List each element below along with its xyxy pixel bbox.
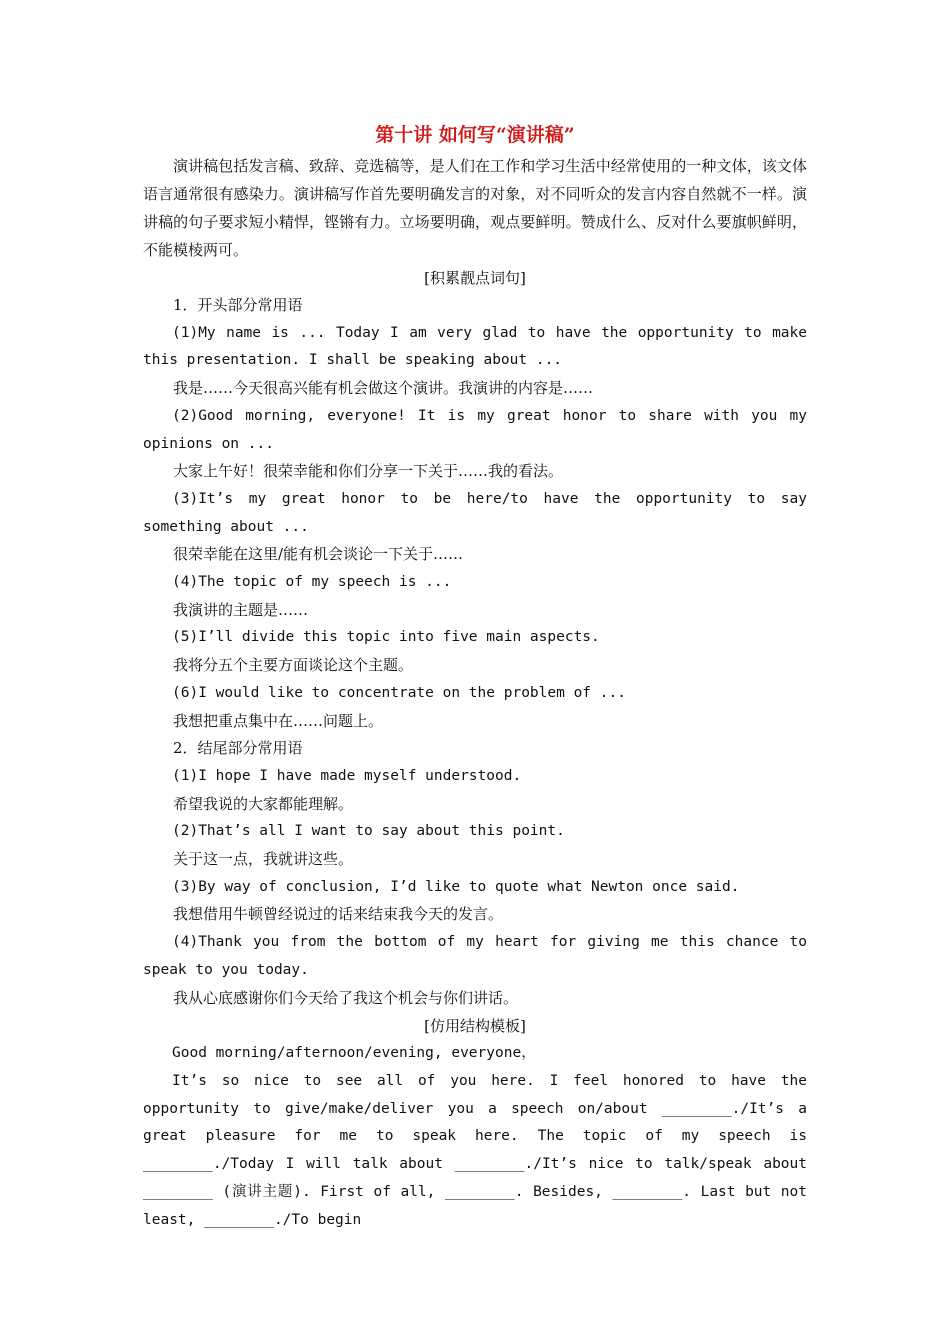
opening-phrase-zh: 我想把重点集中在……问题上。: [173, 711, 384, 730]
template-greeting: Good morning/afternoon/evening, everyone，: [172, 1045, 536, 1062]
opening-phrase-zh: 很荣幸能在这里/能有机会谈论一下关于……: [173, 545, 464, 564]
part2-title: 2．结尾部分常用语: [173, 739, 303, 758]
opening-phrase-en: (6)I would like to concentrate on the problem of ...: [172, 684, 626, 701]
document-page: [143, 118, 807, 1234]
opening-phrase-en: (4)The topic of my speech is ...: [172, 574, 452, 591]
closing-phrase-en: (1)I hope I have made myself understood.: [172, 767, 522, 784]
opening-phrase-en: (3)It’s my great honor to be here/to have the opportunity to say something about ...: [143, 490, 807, 535]
opening-phrase-zh: 我将分五个主要方面谈论这个主题。: [173, 656, 414, 675]
closing-phrases-list: [143, 763, 807, 1012]
closing-phrase-zh: 关于这一点，我就讲这些。: [173, 850, 354, 869]
opening-phrases-list: [143, 320, 807, 736]
opening-phrase-en: (1)My name is ... Today I am very glad to have the opportunity to make this presentation. I shall be speaking about ...: [143, 324, 807, 369]
part1-title: 1．开头部分常用语: [173, 296, 303, 314]
closing-phrase-en: (4)Thank you from the bottom of my heart for giving me this chance to speak to you today.: [143, 934, 807, 978]
closing-phrase-zh: 我从心底感谢你们今天给了我这个机会与你们讲话。: [173, 988, 519, 1007]
page-title: 第十讲 如何写“演讲稿”: [375, 124, 575, 146]
closing-phrase-en: (2)That’s all I want to say about this point.: [172, 823, 565, 840]
opening-phrase-en: (5)I’ll divide this topic into five main aspects.: [172, 629, 600, 646]
opening-phrase-en: (2)Good morning, everyone! It is my great honor to share with you my opinions on ...: [143, 407, 807, 452]
opening-phrase-zh: 我演讲的主题是……: [173, 600, 309, 619]
opening-phrase-zh: 我是……今天很高兴能有机会做这个演讲。我演讲的内容是……: [173, 379, 594, 398]
section-heading-phrases: [积累靓点词句]: [424, 269, 526, 287]
template-body: It’s so nice to see all of you here. I feel honored to have the opportunity to give/make/deliver you a speech on/about ________./It’s a great pleasure for me to speak here. The topic of my speech is ________./Today I will talk about ________./It’s nice to talk/speak about ________ (演讲主题). First of all, ________. Besides, ________. Last but not least, ________./To begin: [143, 1072, 807, 1228]
closing-phrase-en: (3)By way of conclusion, I’d like to quote what Newton once said.: [172, 878, 740, 895]
opening-phrase-zh: 大家上午好！很荣幸能和你们分享一下关于……我的看法。: [173, 462, 564, 481]
closing-phrase-zh: 希望我说的大家都能理解。: [173, 794, 354, 813]
intro-paragraph: 演讲稿包括发言稿、致辞、竞选稿等，是人们在工作和学习生活中经常使用的一种文体，该文体语言通常很有感染力。演讲稿写作首先要明确发言的对象，对不同听众的发言内容自然就不一样。演讲稿的句子要求短小精悍，铿锵有力。立场要明确，观点要鲜明。赞成什么、反对什么要旗帜鲜明，不能模棱两可。: [143, 157, 807, 259]
section-heading-template: [仿用结构模板]: [424, 1017, 526, 1036]
closing-phrase-zh: 我想借用牛顿曾经说过的话来结束我今天的发言。: [173, 905, 504, 924]
